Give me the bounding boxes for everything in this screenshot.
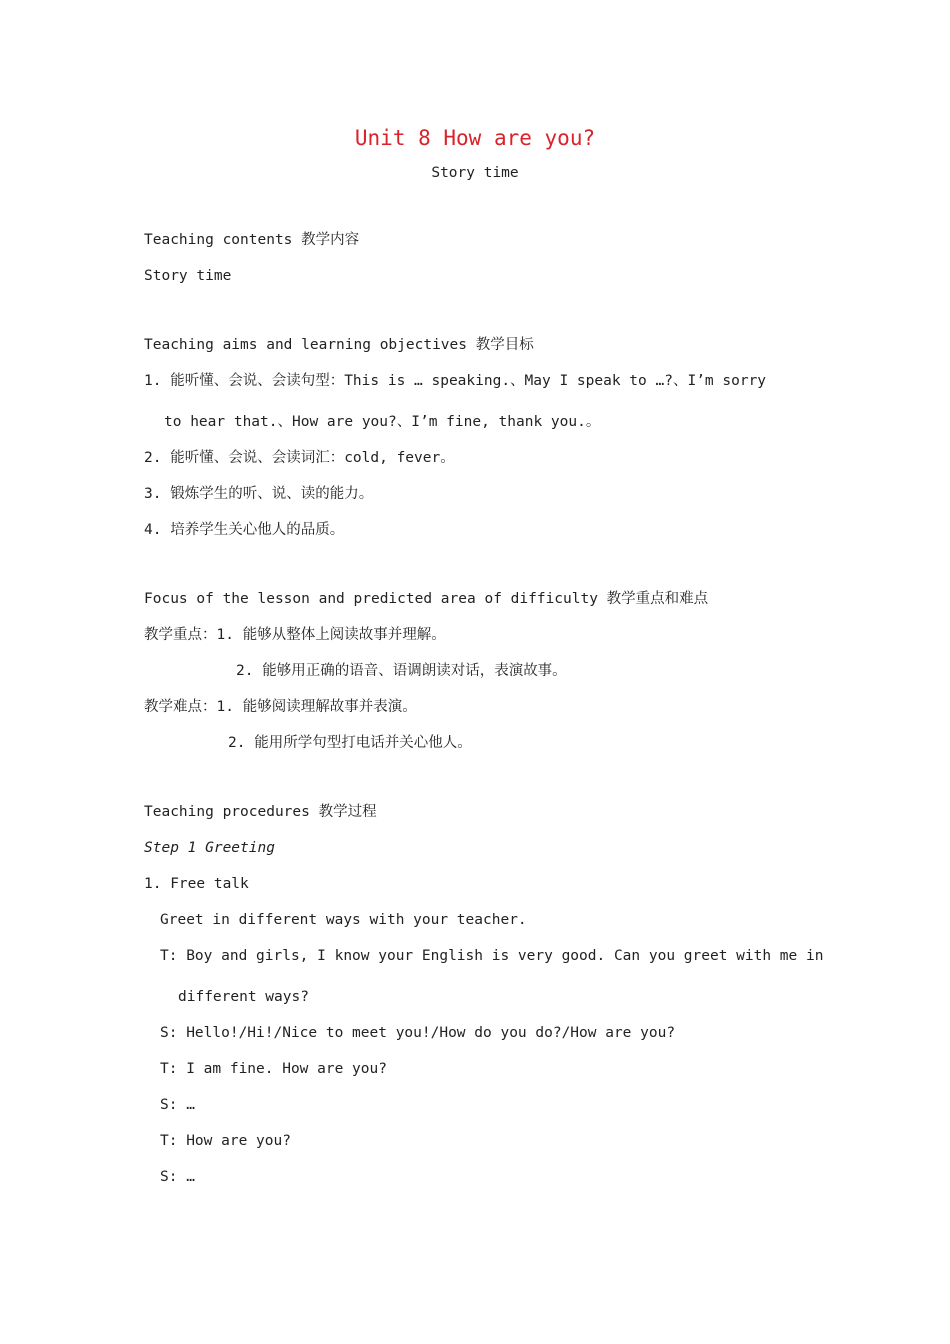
- document-title: Unit 8 How are you?: [354, 126, 596, 150]
- procedure-line: Greet in different ways with your teacher.: [160, 912, 527, 928]
- document-subtitle: Story time: [431, 165, 519, 181]
- procedures-heading: Teaching procedures 教学过程: [144, 804, 377, 820]
- procedure-line: T: How are you?: [160, 1133, 291, 1149]
- sub-heading: 1. Free talk: [144, 876, 249, 892]
- procedure-line: S: …: [160, 1097, 195, 1113]
- procedure-line-continued: different ways?: [178, 989, 309, 1005]
- aims-item: 4. 培养学生关心他人的品质。: [144, 522, 345, 538]
- focus-heading: Focus of the lesson and predicted area of difficulty 教学重点和难点: [144, 591, 709, 607]
- contents-heading: Teaching contents 教学内容: [144, 232, 360, 248]
- procedure-line: S: Hello!/Hi!/Nice to meet you!/How do you do?/How are you?: [160, 1025, 676, 1041]
- key-point-2: 2. 能够用正确的语音、语调朗读对话，表演故事。: [236, 663, 567, 679]
- procedure-line: S: …: [160, 1169, 195, 1185]
- aims-item: 2. 能听懂、会说、会读词汇：cold, fever。: [144, 450, 455, 466]
- contents-body: Story time: [144, 268, 232, 284]
- aims-heading: Teaching aims and learning objectives 教学目标: [144, 337, 534, 353]
- procedure-line: T: Boy and girls, I know your English is very good. Can you greet with me in: [160, 948, 824, 964]
- difficult-point-2: 2. 能用所学句型打电话并关心他人。: [228, 735, 472, 751]
- procedure-line: T: I am fine. How are you?: [160, 1061, 387, 1077]
- aims-item: 3. 锻炼学生的听、说、读的能力。: [144, 486, 374, 502]
- aims-item-continued: to hear that.、How are you?、I’m fine, thank you.。: [164, 414, 601, 430]
- difficult-point-1: 教学难点：1. 能够阅读理解故事并表演。: [144, 699, 417, 715]
- step-heading: Step 1 Greeting: [144, 840, 275, 856]
- aims-item: 1. 能听懂、会说、会读句型：This is … speaking.、May I speak to …?、I’m sorry: [144, 373, 767, 389]
- key-point-1: 教学重点：1. 能够从整体上阅读故事并理解。: [144, 627, 446, 643]
